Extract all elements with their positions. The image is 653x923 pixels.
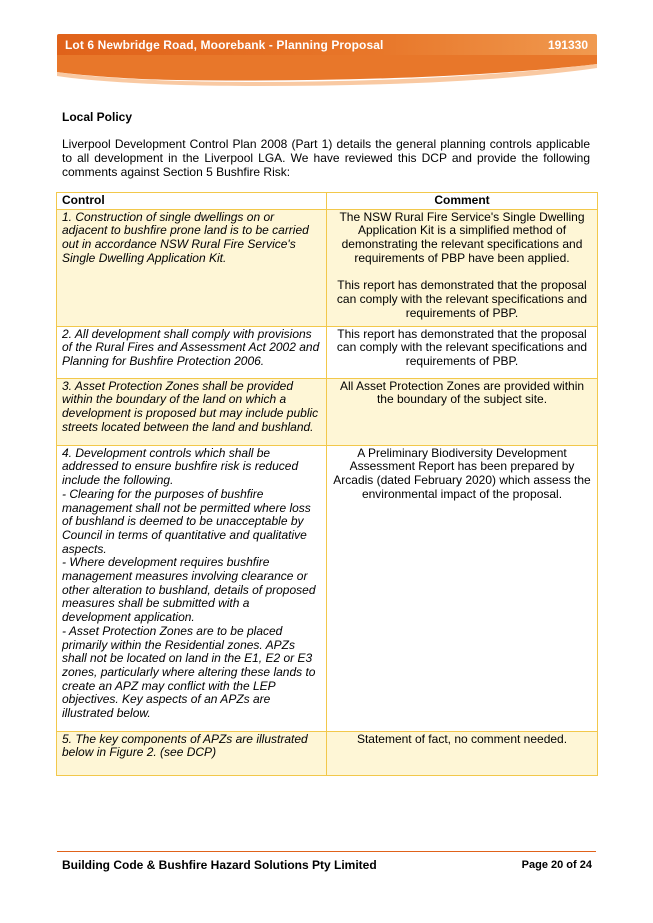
comment-text: This report has demonstrated that the proposal can comply with the relevant specifications and requirements of PBP. [336, 278, 588, 320]
control-bullet: - Clearing for the purposes of bushfire management shall not be permitted where loss of bushland is deemed to be unacceptable by Council in terms of quantitative and qualitative aspects. [62, 486, 311, 556]
page-number: Page 20 of 24 [521, 859, 592, 871]
control-text: 2. All development shall comply with provisions of the Rural Fires and Assessment Act 2002 and Planning for Bushfire Protection 2006. [62, 326, 320, 369]
comment-text: All Asset Protection Zones are provided within the boundary of the subject site. [339, 378, 585, 407]
intro-paragraph: Liverpool Development Control Plan 2008 (Part 1) details the general planning controls applicable to all development in the Liverpool LGA. We have reviewed this DCP and provide the following comments against Section 5 Bushfire Risk: [62, 137, 590, 179]
comment-cell [327, 731, 598, 775]
comment-text: The NSW Rural Fire Service's Single Dwelling Application Kit is a simplified method of demonstrating the relevant specifications and requirements of PBP have been applied. [339, 209, 585, 265]
table-row [57, 731, 598, 775]
control-bullet: - Where development requires bushfire management measures involving clearance or other alteration to bushland, details of proposed measures shall be submitted with a development application. [62, 555, 316, 625]
section-heading: Local Policy [62, 110, 133, 124]
control-text: 1. Construction of single dwellings on or adjacent to bushfire prone land is to be carried out in accordance NSW Rural Fire Service's Single Dwelling Application Kit. [62, 209, 309, 265]
comment-text: This report has demonstrated that the proposal can comply with the relevant specifications and requirements of PBP. [336, 326, 588, 369]
control-cell [57, 445, 327, 731]
comment-text: Statement of fact, no comment needed. [356, 731, 568, 746]
table-row [57, 445, 598, 731]
footer-company: Building Code & Bushfire Hazard Solutions Pty Limited [62, 858, 377, 872]
comment-column-header: Comment [327, 193, 598, 210]
comment-text: A Preliminary Biodiversity Development Assessment Report has been prepared by Arcadis (dated February 2020) which assess the environmental impact of the proposal. [333, 445, 591, 501]
comment-cell [327, 326, 598, 378]
control-bullet: - Asset Protection Zones are to be placed primarily within the Residential zones. APZs shall not be located on land in the E1, E2 or E3 zones, particularly where altering these lands to create an APZ may conflict with the LEP objectives. Key aspects of an APZs are illustrated below. [62, 623, 316, 721]
project-code: 191330 [547, 38, 588, 52]
footer-rule [57, 851, 596, 852]
control-cell [57, 209, 327, 326]
header-swoosh [57, 52, 597, 86]
comment-cell [327, 209, 598, 326]
control-cell [57, 326, 327, 378]
comment-cell [327, 445, 598, 731]
control-text: 3. Asset Protection Zones shall be provided within the boundary of the land on which a development is proposed but may include public streets located between the land and bushland. [62, 378, 319, 434]
control-cell [57, 378, 327, 445]
header-title: Lot 6 Newbridge Road, Moorebank - Planning Proposal [65, 38, 384, 52]
table-header-row [57, 193, 598, 210]
control-cell [57, 731, 327, 775]
control-text: 4. Development controls which shall be addressed to ensure bushfire risk is reduced include the following. [62, 445, 299, 488]
page-header [57, 34, 597, 86]
control-text: 5. The key components of APZs are illustrated below in Figure 2. (see DCP) [62, 731, 308, 760]
control-column-header: Control [57, 193, 327, 210]
table-row [57, 378, 598, 445]
table-row [57, 326, 598, 378]
comment-cell [327, 378, 598, 445]
table-row [57, 209, 598, 326]
policy-table [56, 192, 598, 776]
